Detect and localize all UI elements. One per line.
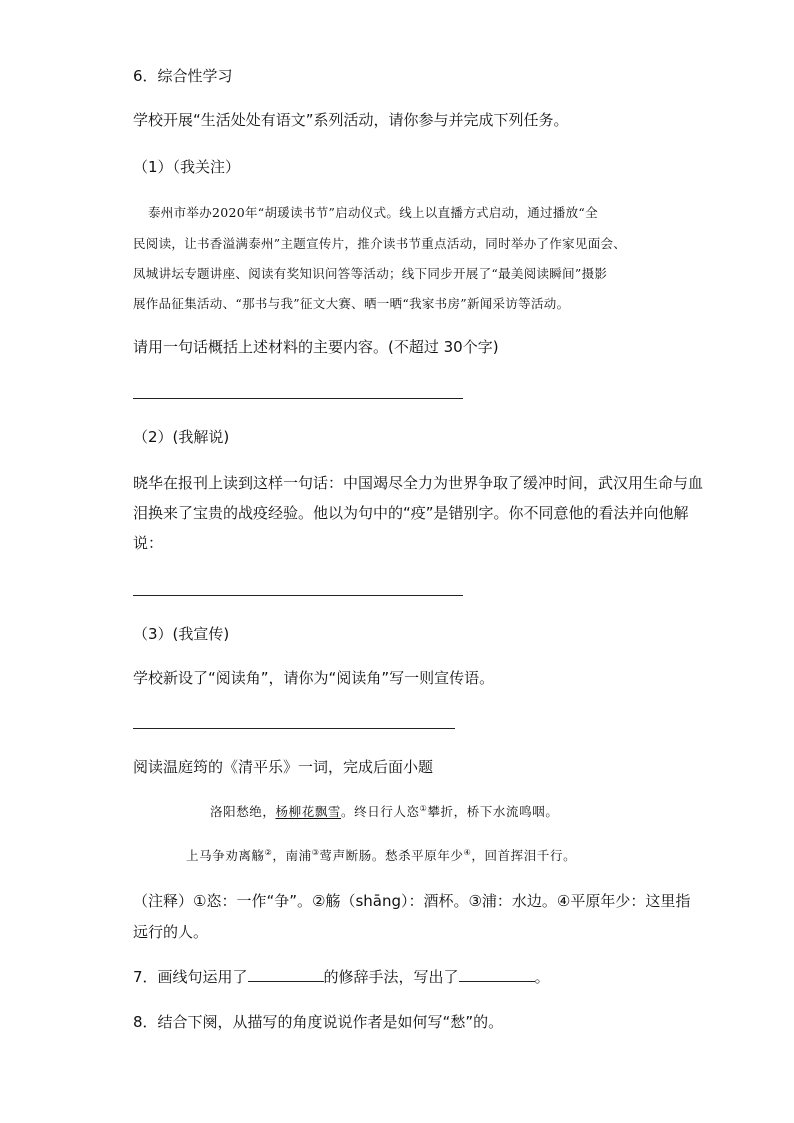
part2-text-line: 晓华在报刊上读到这样一句话：中国竭尽全力为世界争取了缓冲时间，武汉用生命与血 [133,474,704,492]
passage-line: 民阅读，让书香溢满泰州”主题宣传片，推介读书节重点活动，同时举办了作家见面会、 [133,236,627,251]
notes-line: （注释）①恣：一作“争”。②觞（shāng）：酒杯。③浦：水边。④平原年少：这里指 [133,892,691,910]
poem-line-1: 洛阳愁绝，杨柳花飘雪。终日行人恣①攀折，桥下水流鸣咽。 [210,803,559,819]
underlined-phrase: 杨柳花飘雪 [275,804,342,819]
part3-label: （3）(我宣传) [133,625,230,643]
question-8: 8．结合下阕，从描写的角度说说作者是如何写“愁”的。 [133,1013,504,1031]
part1-label: （1）（我关注） [133,158,241,176]
part2-text-line: 泪换来了宝贵的战疫经验。他以为句中的“疫”是错别字。你不同意他的看法并向他解 [133,504,689,522]
reading-intro: 阅读温庭筠的《清平乐》一词，完成后面小题 [133,758,434,776]
passage-line: 泰州市举办2020年“胡瑗读书节”启动仪式。线上以直播方式启动，通过播放“全 [148,205,598,220]
question-7: 7．画线句运用了 的修辞手法，写出了 。 [133,968,550,986]
question-6-title: 6．综合性学习 [133,67,233,85]
part2-label: （2）(我解说) [133,428,230,446]
blank-field[interactable] [248,967,324,982]
blank-field[interactable] [459,967,535,982]
answer-line-3[interactable] [133,728,455,729]
intro-text: 学校开展“生活处处有语文”系列活动，请你参与并完成下列任务。 [133,111,569,129]
notes-line: 远行的人。 [133,923,209,941]
part1-question: 请用一句话概括上述材料的主要内容。(不超过 30个字) [133,338,499,356]
part3-text: 学校新设了“阅读角”，请你为“阅读角”写一则宣传语。 [133,669,495,687]
poem-line-2: 上马争劝离觞②，南浦③莺声断肠。愁杀平原年少④，回首挥泪千行。 [186,847,577,863]
part2-text-line: 说： [133,534,164,552]
answer-line-1[interactable] [133,398,463,399]
passage-line: 凤城讲坛专题讲座、阅读有奖知识问答等活动；线下同步开展了“最美阅读瞬间”摄影 [133,266,608,281]
passage-line: 展作品征集活动、“那书与我”征文大赛、晒一晒“我家书房”新闻采访等活动。 [133,296,570,311]
answer-line-2[interactable] [133,595,463,596]
